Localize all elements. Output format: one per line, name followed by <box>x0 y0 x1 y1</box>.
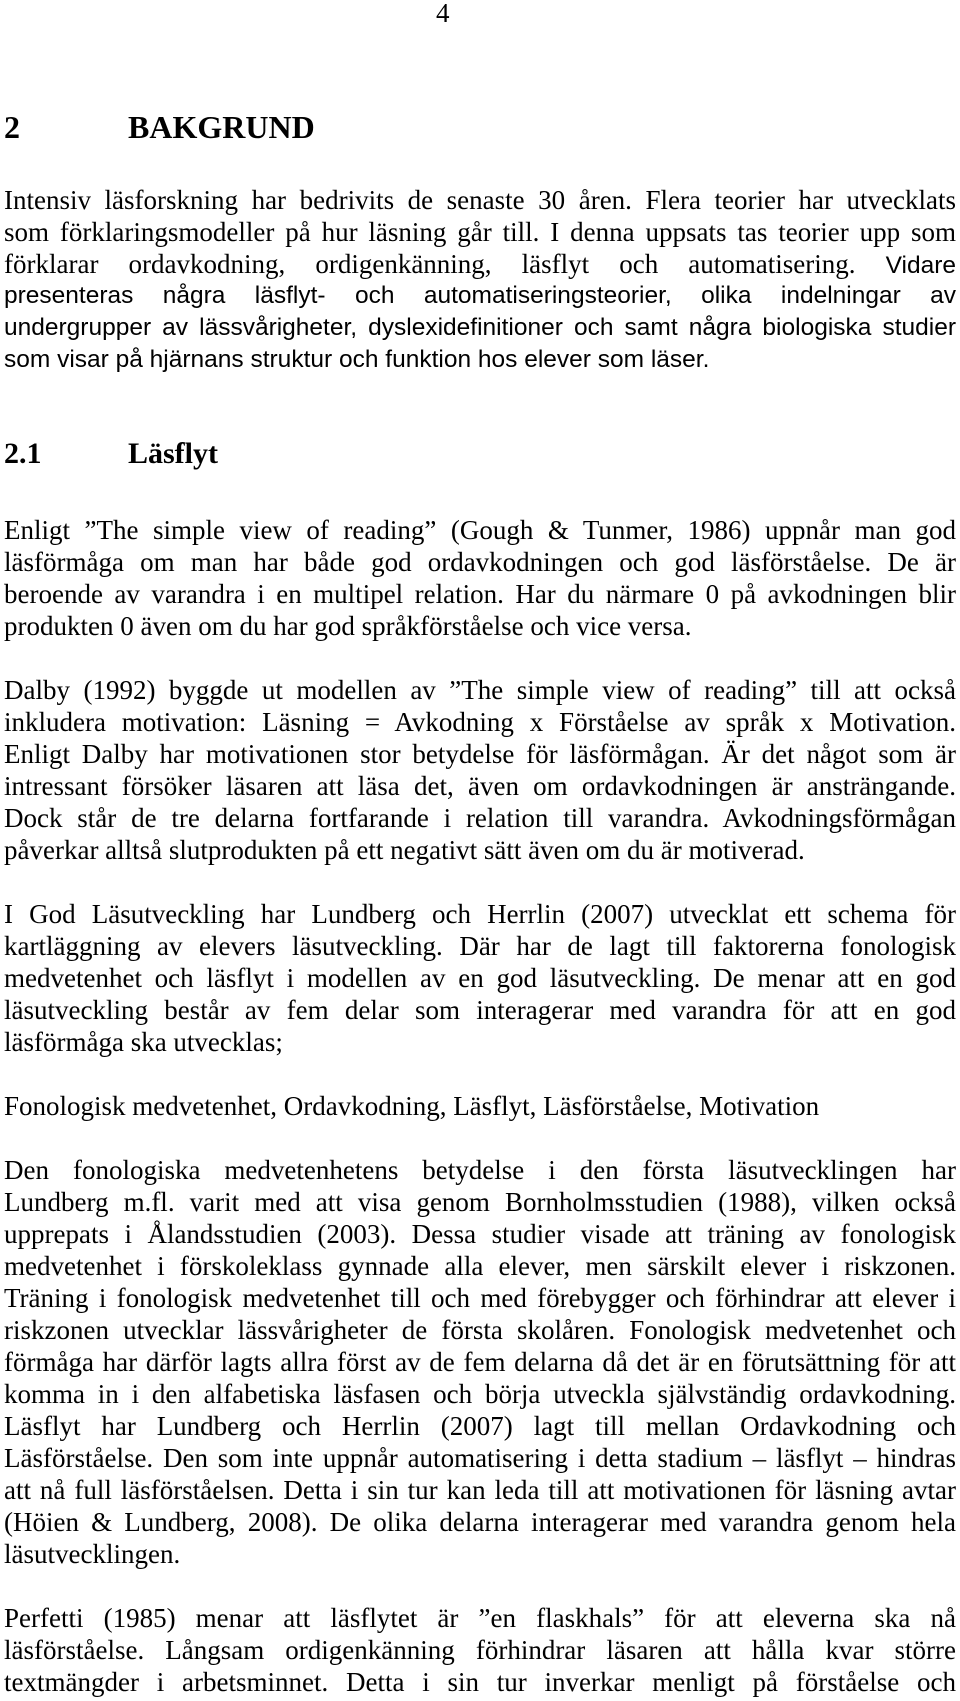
page-number: 4 <box>436 0 450 28</box>
text-line: Enligt ”The simple view of reading” (Gough & Tunmer, 1986) uppnår man god <box>4 515 956 545</box>
paragraph <box>4 674 956 866</box>
text-line: Perfetti (1985) menar att läsflytet är ”en flaskhals” för att eleverna ska nå <box>4 1603 956 1633</box>
text-line: som förklaringsmodeller på hur läsning går till. I denna uppsats tas teorier upp som <box>4 217 956 247</box>
section-number: 2.1 <box>4 437 42 470</box>
text-line: Lundberg m.fl. varit med att visa genom Bornholmsstudien (1988), vilken också <box>4 1187 956 1217</box>
text-line: läsförmåga om man har både god ordavkodningen och god läsförståelse. De är <box>4 547 956 577</box>
text-line: Den fonologiska medvetenhetens betydelse i den första läsutvecklingen har <box>4 1155 956 1185</box>
text-line: Läsförståelse. Den som inte uppnår automatisering i detta stadium – läsflyt – hindras <box>4 1443 956 1473</box>
text-line: Dock står de tre delarna fortfarande i relation till varandra. Avkodningsförmågan <box>4 803 956 833</box>
text-line: läsförmåga ska utvecklas; <box>4 1027 283 1057</box>
text-line: Intensiv läsforskning har bedrivits de senaste 30 åren. Flera teorier har utvecklats <box>4 185 956 215</box>
text-line: (Höien & Lundberg, 2008). De olika delarna interagerar med varandra genom hela <box>4 1507 956 1537</box>
text-line: intressant försöker läsaren att läsa det, även om ordavkodningen är ansträngande. <box>4 771 956 801</box>
text-line: som visar på hjärnans struktur och funktion hos elever som läser. <box>4 346 710 373</box>
page-content <box>4 111 956 1698</box>
text-line: att nå full läsförståelsen. Detta i sin tur kan leda till att motivationen för läsning avtar <box>4 1475 956 1505</box>
text-line: riskzonen utvecklar lässvårigheter de första skolåren. Fonologisk medvetenhet och <box>4 1315 956 1345</box>
text-line: medvetenhet i förskoleklass gynnade alla elever, men särskilt elever i riskzonen. <box>4 1251 956 1281</box>
text-line: presenteras några läsflyt- och automatiseringsteorier, olika indelningar av <box>4 282 956 309</box>
text-line: I God Läsutveckling har Lundberg och Herrlin (2007) utvecklat ett schema för <box>4 899 956 929</box>
text-line: beroende av varandra i en multipel relation. Har du närmare 0 på avkodningen blir <box>4 579 956 609</box>
paragraph <box>4 514 956 642</box>
text-line: Dalby (1992) byggde ut modellen av ”The simple view of reading” till att också <box>4 675 956 705</box>
text-line: Läsflyt har Lundberg och Herrlin (2007) lagt till mellan Ordavkodning och <box>4 1411 956 1441</box>
text-line: medvetenhet och läsflyt i modellen av en god läsutveckling. De menar att en god <box>4 963 956 993</box>
text-line <box>4 248 956 280</box>
section-title: Läsflyt <box>128 437 218 470</box>
paragraph <box>4 1154 956 1570</box>
text-segment: Vidare <box>885 252 956 279</box>
text-line: kartläggning av elevers läsutveckling. Där har de lagt till faktorerna fonologisk <box>4 931 956 961</box>
paragraph <box>4 1090 956 1122</box>
paragraph <box>4 898 956 1058</box>
text-line: produkten 0 även om du har god språkförståelse och vice versa. <box>4 611 692 641</box>
chapter-number: 2 <box>4 109 20 145</box>
intro-paragraph <box>4 184 956 376</box>
text-line: inkludera motivation: Läsning = Avkodning x Förståelse av språk x Motivation. <box>4 707 956 737</box>
text-line: komma in i den alfabetiska läsfasen och börja utveckla självständig ordavkodning. <box>4 1379 956 1409</box>
paragraph <box>4 1602 956 1698</box>
text-line: undergrupper av lässvårigheter, dyslexidefinitioner och samt några biologiska studier <box>4 314 956 341</box>
text-line: påverkar alltså slutprodukten på ett negativt sätt även om du är motiverad. <box>4 835 805 865</box>
chapter-title: BAKGRUND <box>128 109 315 145</box>
text-line: läsutveckling består av fem delar som interagerar med varandra för att en god <box>4 995 956 1025</box>
text-line: läsutvecklingen. <box>4 1539 181 1569</box>
text-line: Träning i fonologisk medvetenhet till och med förebygger och förhindrar att elever i <box>4 1283 956 1313</box>
text-line: Enligt Dalby har motivationen stor betydelse för läsförmågan. Är det något som är <box>4 739 956 769</box>
text-segment: förklarar ordavkodning, ordigenkänning, läsflyt och automatisering. <box>4 249 856 279</box>
text-line: läsförståelse. Långsam ordigenkänning förhindrar läsaren att hålla kvar större <box>4 1635 956 1665</box>
chapter-heading <box>4 111 956 143</box>
text-line: Fonologisk medvetenhet, Ordavkodning, Läsflyt, Läsförståelse, Motivation <box>4 1091 820 1121</box>
text-line: förmåga har därför lagts allra först av de fem delarna då det är en förutsättning för att <box>4 1347 956 1377</box>
section-heading <box>4 438 956 470</box>
text-line: textmängder i arbetsminnet. Detta i sin tur inverkar menligt på förståelse och <box>4 1667 956 1697</box>
text-line: upprepats i Ålandsstudien (2003). Dessa studier visade att träning av fonologisk <box>4 1219 956 1249</box>
